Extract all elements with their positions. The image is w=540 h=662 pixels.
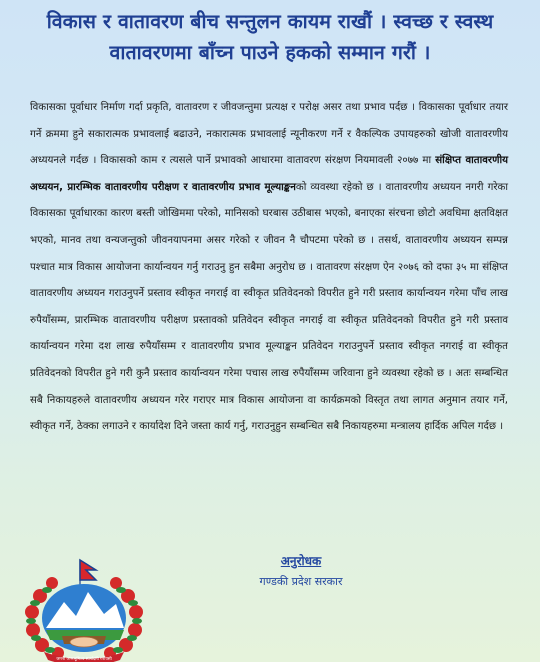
headline-line-2: वातावरणमा बाँच्न पाउने हकको सम्मान गरौं । [109,41,431,64]
body-text-part-2: को व्यवस्था रहेको छ । वातावरणीय अध्ययन नगरी गरेका विकासका पूर्वाधारका कारण बस्ती जोखिममा परेको, मानिसको घरबास उठीबास भएको, बनाएका संरचना छोटो अवधिमा क्षतविक्षत भएको, मानव तथा वन्यजन्तुको जीवनयापनमा असर गरेको र जीवन नै चौपटमा परेको छ । तसर्थ, वातावरणीय अध्ययन सम्पन्न पश्चात मात्र विकास आयोजना कार्यान्वयन गर्नु गराउनु हुन सबैमा अनुरोध छ । वातावरण संरक्षण ऐन २०७६ को दफा ३५ मा संक्षिप्त वातावरणीय अध्ययन गराउनुपर्ने प्रस्ताव स्वीकृत नगराई वा स्वीकृत प्रतिवेदनको विपरीत हुने गरी प्रस्ताव कार्यान्वयन गरेमा पाँच लाख रुपैयाँसम्म, प्रारम्भिक वातावरणीय परीक्षण प्रस्तावको प्रतिवेदन स्वीकृत नगराई वा स्वीकृत प्रतिवेदनको विपरीत हुने गरी प्रस्ताव कार्यान्वयन गरेमा दश लाख रुपैयाँसम्म र वातावरणीय प्रभाव मूल्याङ्कन प्रतिवेदन गराउनुपर्ने प्रस्ताव स्वीकृत नगराई वा स्वीकृत प्रतिवेदनको विपरीत हुने गरी कुनै प्रस्ताव कार्यान्वयन गरेमा पचास लाख रुपैयाँसम्म जरिवाना हुने व्यवस्था रहेको छ । अतः सम्बन्धित सबै निकायहरुले वातावरणीय अध्ययन गरेर गराएर मात्र विकास आयोजना वा कार्यक्रमको विस्तृत तथा लागत अनुमान तयार गर्ने, स्वीकृत गर्ने, ठेक्का लगाउने र कार्यादेश दिने जस्ता कार्य गर्नु, गराउनुहुन सम्बन्धित सबै निकायहरुमा मन्त्रालय हार्दिक अपिल गर्दछ । [30,181,508,433]
emblem-ribbon-text: जननी जन्मभूमिश्च स्वर्गादपि गरीयसी [56,656,112,661]
headline-line-1: विकास र वातावरण बीच सन्तुलन कायम राखौं । स्वच्छ र स्वस्थ [46,10,494,33]
body-text-part-1: विकासका पूर्वाधार निर्माण गर्दा प्रकृति, वातावरण र जीवजन्तुमा प्रत्यक्ष र परोक्ष असर तथा प्रभाव पर्दछ । विकासका पूर्वाधार तयार गर्ने क्रममा हुने सकारात्मक प्रभावलाई बढाउने, नकारात्मक प्रभावलाई न्यूनीकरण गर्ने र वैकल्पिक उपायहरुको खोजी वातावरणीय अध्ययनले गर्दछ । विकासको काम र त्यसले पार्ने प्रभावको आधारमा वातावरण संरक्षण नियमावली २०७७ मा [30,102,508,167]
notice-body [30,95,508,441]
nepal-government-emblem-icon [20,556,148,662]
signature-organization: गण्डकी प्रदेश सरकार [259,575,343,588]
signature-title: अनुरोधक [280,554,322,568]
notice-headline [0,6,540,68]
body-bold-phrase: संक्षिप्त वातावरणीय अध्ययन, प्रारम्भिक वातावरणीय परीक्षण र वातावरणीय प्रभाव मूल्याङ्कन [30,155,508,193]
